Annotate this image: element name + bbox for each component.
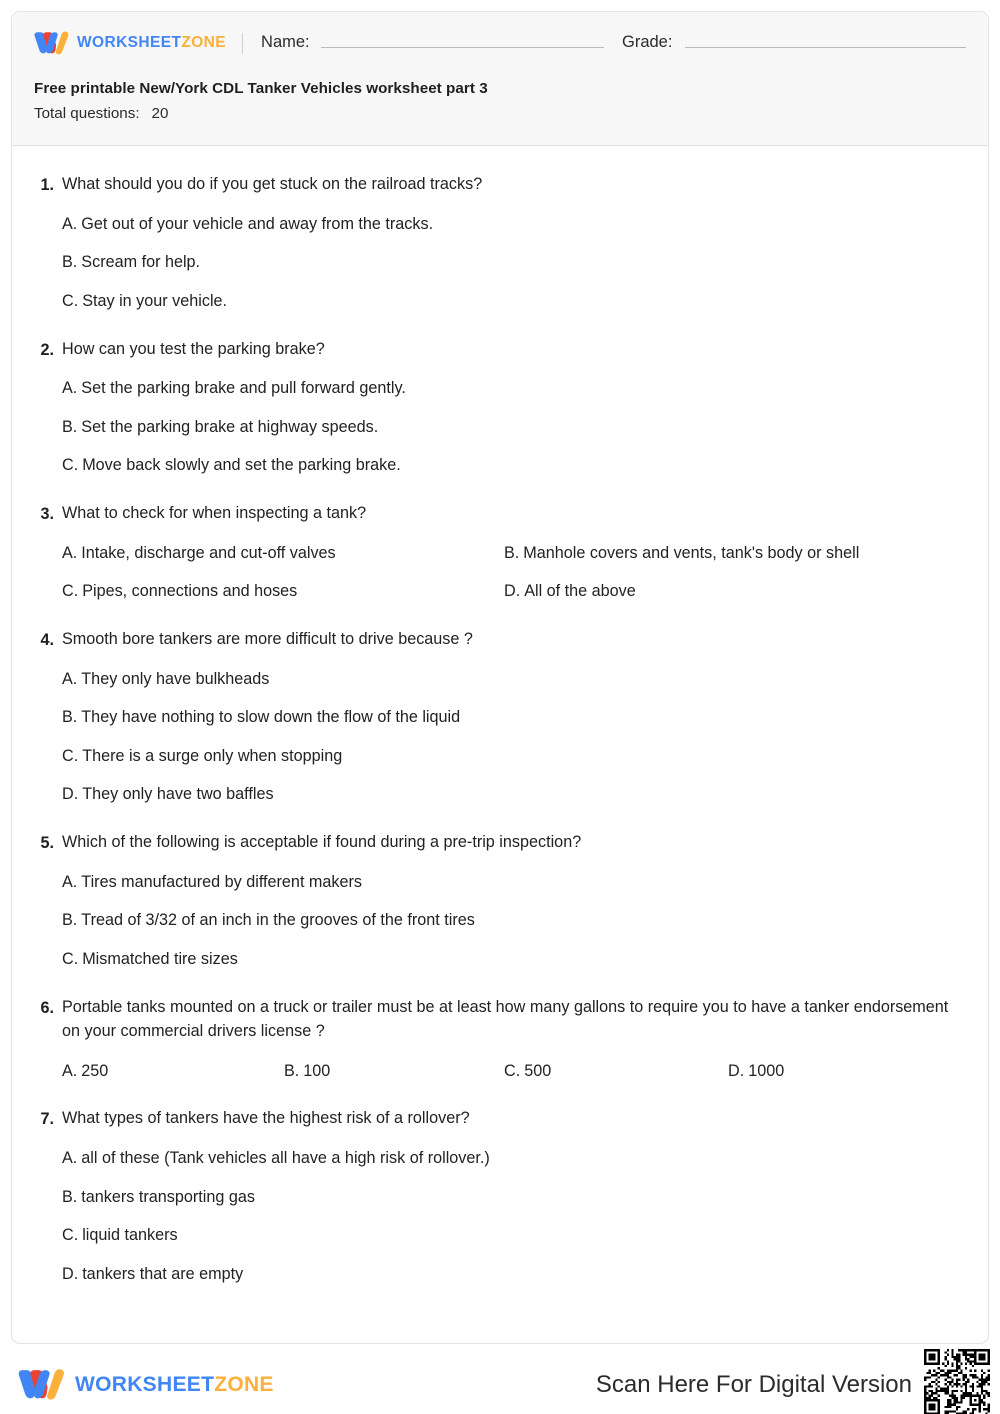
answer-option[interactable] [62, 737, 966, 776]
answer-option[interactable] [62, 408, 966, 447]
answer-option[interactable] [62, 940, 966, 979]
answer-option-text: Set the parking brake and pull forward gently. [81, 379, 406, 398]
question-body [62, 337, 966, 486]
answer-option-text: Pipes, connections and hoses [82, 582, 298, 601]
answer-option-text: All of the above [524, 582, 636, 601]
answer-option-letter: A. [62, 669, 78, 688]
answer-option[interactable] [62, 446, 966, 485]
answer-options [62, 857, 966, 979]
answer-options [62, 363, 966, 485]
answer-option-letter: C. [504, 1061, 521, 1080]
name-input-line[interactable] [321, 47, 604, 48]
answer-options [62, 654, 966, 815]
question-text: What to check for when inspecting a tank? [62, 504, 367, 522]
question-item [34, 995, 966, 1091]
name-field[interactable] [261, 34, 604, 52]
answer-option-text: They only have two baffles [82, 785, 274, 804]
question-body [62, 172, 966, 321]
brand-logo [34, 30, 226, 56]
answer-option-text: Move back slowly and set the parking brake. [82, 456, 401, 475]
question-text: Which of the following is acceptable if found during a pre-trip inspection? [62, 833, 582, 851]
total-questions-label: Total questions: [34, 104, 140, 122]
answer-option-text: 250 [81, 1061, 109, 1080]
answer-option-text: Tires manufactured by different makers [81, 872, 363, 891]
question-text: Portable tanks mounted on a truck or trailer must be at least how many gallons to require you to have a tanker endorsement on your commercial drivers license ? [62, 997, 949, 1041]
answer-options [62, 1046, 966, 1091]
answer-option[interactable] [62, 1255, 966, 1294]
answer-option[interactable] [62, 1052, 284, 1091]
answer-option[interactable] [728, 1052, 966, 1091]
question-number: 2. [40, 340, 54, 359]
answer-option-text: 500 [524, 1061, 552, 1080]
question-body [62, 627, 966, 814]
answer-option-text: Intake, discharge and cut-off valves [81, 543, 336, 562]
answer-option-letter: B. [62, 1187, 78, 1206]
answer-option[interactable] [504, 1052, 728, 1091]
answer-option-letter: C. [62, 456, 79, 475]
header-divider [242, 33, 243, 54]
answer-option[interactable] [284, 1052, 504, 1091]
name-label: Name: [261, 33, 310, 52]
answer-option[interactable] [62, 1139, 966, 1178]
question-body [62, 995, 966, 1091]
answer-option[interactable] [62, 863, 966, 902]
answer-options [62, 1133, 966, 1294]
question-body [62, 501, 966, 611]
answer-option-letter: B. [62, 417, 78, 436]
worksheet-card [11, 11, 989, 1344]
header-meta [12, 74, 988, 125]
question-number: 7. [40, 1110, 54, 1129]
answer-option-text: tankers that are empty [82, 1264, 244, 1283]
answer-option-text: There is a surge only when stopping [82, 746, 343, 765]
answer-option[interactable] [62, 534, 504, 573]
question-number: 4. [40, 630, 54, 649]
answer-option-letter: D. [728, 1061, 745, 1080]
answer-option[interactable] [62, 660, 966, 699]
answer-option[interactable] [62, 282, 966, 321]
answer-option-text: They have nothing to slow down the flow of the liquid [81, 708, 461, 727]
question-item [34, 172, 966, 321]
page-footer [0, 1355, 1000, 1414]
answer-options [62, 528, 966, 611]
answer-option[interactable] [62, 1216, 966, 1255]
question-body [62, 830, 966, 979]
question-item [34, 830, 966, 979]
answer-option-letter: C. [62, 746, 79, 765]
total-questions [34, 102, 966, 126]
answer-option[interactable] [62, 1178, 966, 1217]
question-number: 3. [40, 505, 54, 523]
questions-list [12, 146, 988, 1328]
footer-brand-name-part2: ZONE [214, 1372, 274, 1396]
answer-option-letter: C. [62, 949, 79, 968]
question-text: How can you test the parking brake? [62, 339, 325, 358]
answer-option-letter: C. [62, 582, 79, 601]
footer-brand-logo [18, 1367, 274, 1402]
answer-option-text: Set the parking brake at highway speeds. [81, 417, 379, 436]
worksheet-header [12, 12, 988, 146]
answer-option[interactable] [504, 572, 966, 611]
answer-option[interactable] [62, 775, 966, 814]
brand-name-part1: WORKSHEET [77, 34, 182, 51]
answer-option-letter: B. [504, 543, 520, 562]
answer-option-letter: B. [284, 1061, 300, 1080]
answer-option-letter: B. [62, 911, 78, 930]
answer-option-text: Scream for help. [81, 253, 201, 272]
worksheetzone-w-logo-icon [34, 30, 70, 56]
answer-option-letter: A. [62, 379, 78, 398]
answer-option-letter: C. [62, 1226, 79, 1245]
question-body [62, 1106, 966, 1293]
answer-option-letter: D. [62, 1264, 79, 1283]
question-text: What should you do if you get stuck on the railroad tracks? [62, 175, 483, 193]
answer-option-text: tankers transporting gas [81, 1187, 255, 1206]
answer-option-text: Get out of your vehicle and away from the tracks. [81, 214, 434, 233]
grade-field[interactable] [622, 34, 966, 52]
answer-option-text: Manhole covers and vents, tank's body or shell [523, 543, 860, 562]
scan-prompt-text: Scan Here For Digital Version [595, 1370, 912, 1398]
answer-option-text: Mismatched tire sizes [82, 949, 238, 968]
answer-option-letter: A. [62, 543, 78, 562]
answer-option[interactable] [504, 534, 966, 573]
answer-option-letter: A. [62, 214, 78, 233]
question-item [34, 501, 966, 611]
answer-option-text: They only have bulkheads [81, 669, 270, 688]
question-number: 1. [40, 176, 54, 194]
brand-logo-text [77, 34, 226, 52]
grade-input-line[interactable] [685, 47, 966, 48]
answer-option-letter: A. [62, 1149, 78, 1167]
question-number: 5. [40, 834, 54, 852]
answer-option-letter: D. [504, 582, 521, 601]
answer-option-text: 1000 [748, 1061, 785, 1080]
question-item [34, 627, 966, 814]
answer-option[interactable] [62, 369, 966, 408]
answer-option-text: all of these (Tank vehicles all have a high risk of rollover.) [81, 1149, 490, 1167]
answer-option-text: Tread of 3/32 of an inch in the grooves of the front tires [81, 911, 475, 930]
answer-option-letter: B. [62, 708, 78, 727]
answer-option[interactable] [62, 572, 504, 611]
answer-option[interactable] [62, 698, 966, 737]
answer-option-letter: A. [62, 872, 78, 891]
answer-option-text: 100 [303, 1061, 331, 1080]
answer-option-text: liquid tankers [82, 1226, 178, 1245]
header-top-row [12, 12, 988, 74]
answer-option-letter: B. [62, 253, 78, 272]
worksheetzone-w-logo-icon [18, 1367, 66, 1402]
brand-name-part2: ZONE [181, 34, 227, 51]
grade-label: Grade: [622, 33, 673, 52]
answer-option[interactable] [62, 205, 966, 244]
answer-options [62, 199, 966, 321]
answer-option-letter: C. [62, 291, 79, 310]
answer-option-letter: D. [62, 785, 79, 804]
answer-option-letter: A. [62, 1061, 78, 1080]
qr-code-icon[interactable] [924, 1349, 990, 1414]
question-text: Smooth bore tankers are more difficult to drive because ? [62, 629, 473, 648]
footer-brand-name-part1: WORKSHEET [75, 1372, 215, 1396]
question-item [34, 1106, 966, 1293]
answer-option-text: Stay in your vehicle. [82, 291, 228, 310]
total-questions-value: 20 [151, 104, 169, 122]
footer-brand-logo-text [75, 1373, 274, 1397]
question-item [34, 337, 966, 486]
question-text: What types of tankers have the highest risk of a rollover? [62, 1109, 470, 1128]
worksheet-title: Free printable New/York CDL Tanker Vehicles worksheet part 3 [34, 80, 488, 97]
question-number: 6. [40, 998, 54, 1017]
answer-option[interactable] [62, 243, 966, 282]
answer-option[interactable] [62, 901, 966, 940]
